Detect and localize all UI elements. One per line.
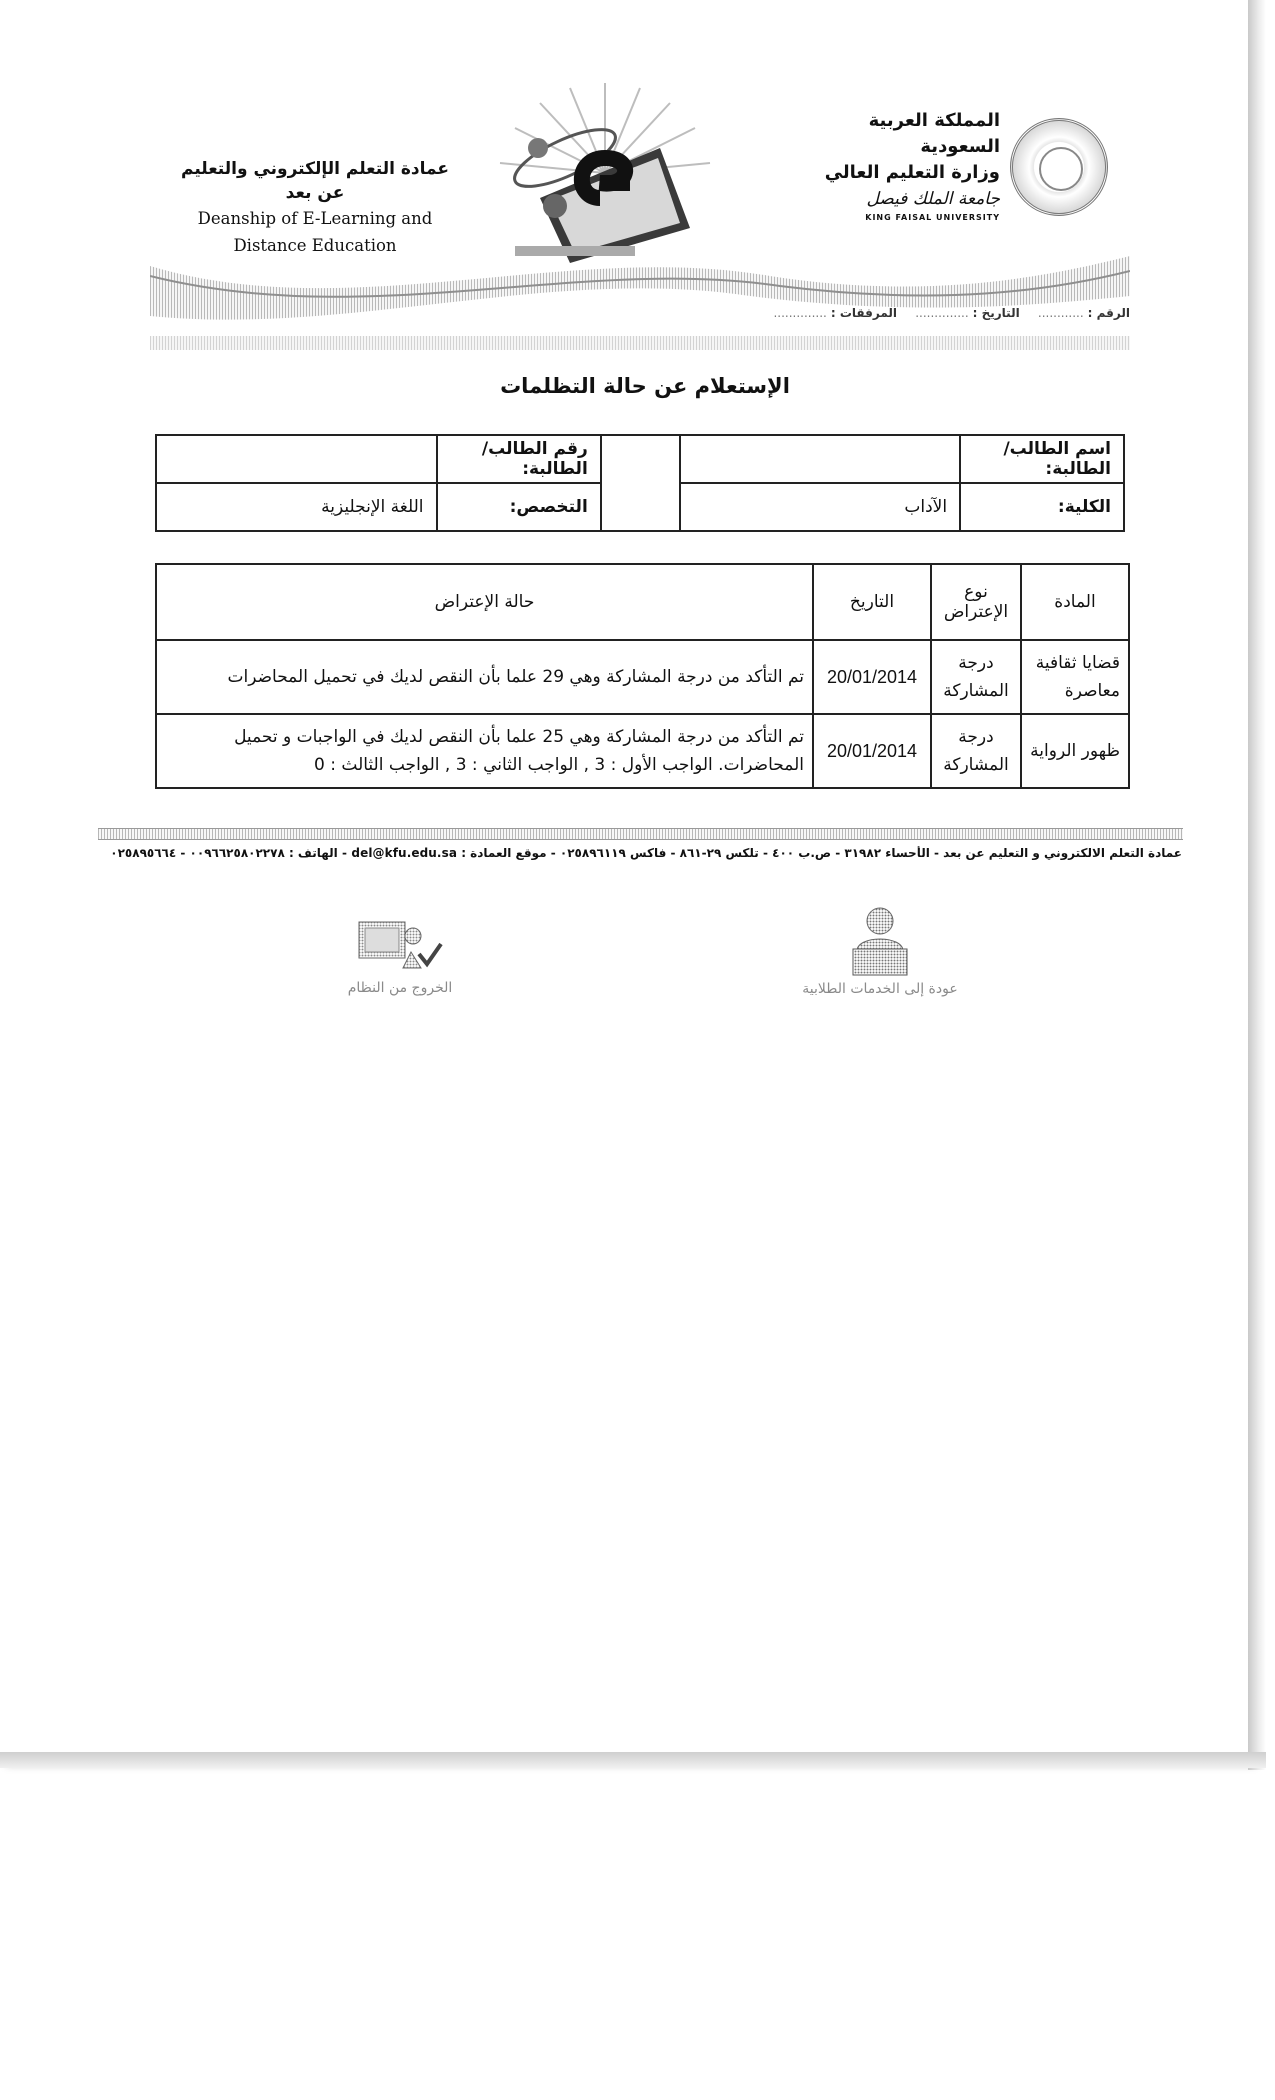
row-date: 20/01/2014	[813, 714, 931, 788]
back-label: عودة إلى الخدمات الطلابية	[802, 981, 958, 997]
logout-label: الخروج من النظام	[347, 980, 453, 996]
logout-button[interactable]	[325, 918, 475, 996]
row-date: 20/01/2014	[813, 640, 931, 714]
row-subject: قضايا ثقافية معاصرة	[1021, 640, 1129, 714]
letterhead-wave-band	[150, 236, 1130, 346]
reference-line: الرقم :............ التاريخ :.............. المرفقات :..............	[773, 306, 1130, 320]
letterhead-ministry-block	[820, 108, 1000, 224]
deanship-name-ar: عمادة التعلم الإلكتروني والتعليم عن بعد	[181, 159, 449, 203]
letterhead-divider	[150, 336, 1130, 350]
row-type: درجة المشاركة	[931, 640, 1021, 714]
university-name-ar: جامعة الملك فيصل	[866, 189, 1000, 209]
col-date-header: التاريخ	[813, 564, 931, 640]
student-info-table	[155, 434, 1125, 532]
date-label: التاريخ :	[972, 306, 1020, 320]
ministry-name: وزارة التعليم العالي	[824, 162, 1000, 183]
row-subject: ظهور الرواية	[1021, 714, 1129, 788]
footer-contact-line: عمادة التعلم الالكتروني و التعليم عن بعد - الأحساء ٣١٩٨٢ - ص.ب ٤٠٠ - تلكس ٢٩-٨٦١ - فاكس ٠٢٥٨٩٦١١٩ - موقع العمادة : del@kfu.edu.sa - الهاتف : ٠٠٩٦٦٢٥٨٠٢٢٧٨ - ٠٢٥٨٩٥٦٦٤	[110, 846, 1182, 860]
row-type: درجة المشاركة	[931, 714, 1021, 788]
student-id-label: رقم الطالب/الطالبة:	[437, 435, 601, 483]
university-seal-icon	[1010, 118, 1108, 216]
deanship-name-en-line1: Deanship of E-Learning and	[197, 209, 433, 228]
col-type-header: نوع الإعتراض	[931, 564, 1021, 640]
kingdom-name: المملكة العربية السعودية	[868, 110, 1000, 157]
major-label: التخصص:	[437, 483, 601, 531]
student-services-icon	[845, 905, 915, 977]
page-title: الإستعلام عن حالة التظلمات	[500, 374, 790, 398]
attachments-label: المرفقات :	[830, 306, 898, 320]
page-edge-shadow	[1248, 0, 1266, 1770]
footer-divider	[98, 828, 1183, 840]
col-status-header: حالة الإعتراض	[156, 564, 813, 640]
table-row	[156, 714, 1129, 788]
deanship-name-en-line2: Distance Education	[233, 236, 397, 255]
college-value: الآداب	[680, 483, 960, 531]
logout-icon	[355, 918, 445, 976]
info-spacer-cell	[601, 435, 680, 531]
student-id-value	[156, 435, 437, 483]
major-value: اللغة الإنجليزية	[156, 483, 437, 531]
college-label: الكلية:	[960, 483, 1124, 531]
ref-label: الرقم :	[1087, 306, 1130, 320]
appeals-header-row	[156, 564, 1129, 640]
appeals-table	[155, 563, 1130, 789]
row-status: تم التأكد من درجة المشاركة وهي 29 علما بأن النقص لديك في تحميل المحاضرات	[156, 640, 813, 714]
student-name-value	[680, 435, 960, 483]
page-bottom-shadow	[0, 1752, 1266, 1768]
back-to-student-services-button[interactable]	[780, 905, 980, 997]
col-subject-header: المادة	[1021, 564, 1129, 640]
university-name-en: KING FAISAL UNIVERSITY	[865, 213, 1000, 222]
student-name-label: اسم الطالب/الطالبة:	[960, 435, 1124, 483]
table-row	[156, 640, 1129, 714]
row-status: تم التأكد من درجة المشاركة وهي 25 علما بأن النقص لديك في الواجبات و تحميل المحاضرات. الواجب الأول : 3 , الواجب الثاني : 3 , الواجب الثالث : 0	[156, 714, 813, 788]
